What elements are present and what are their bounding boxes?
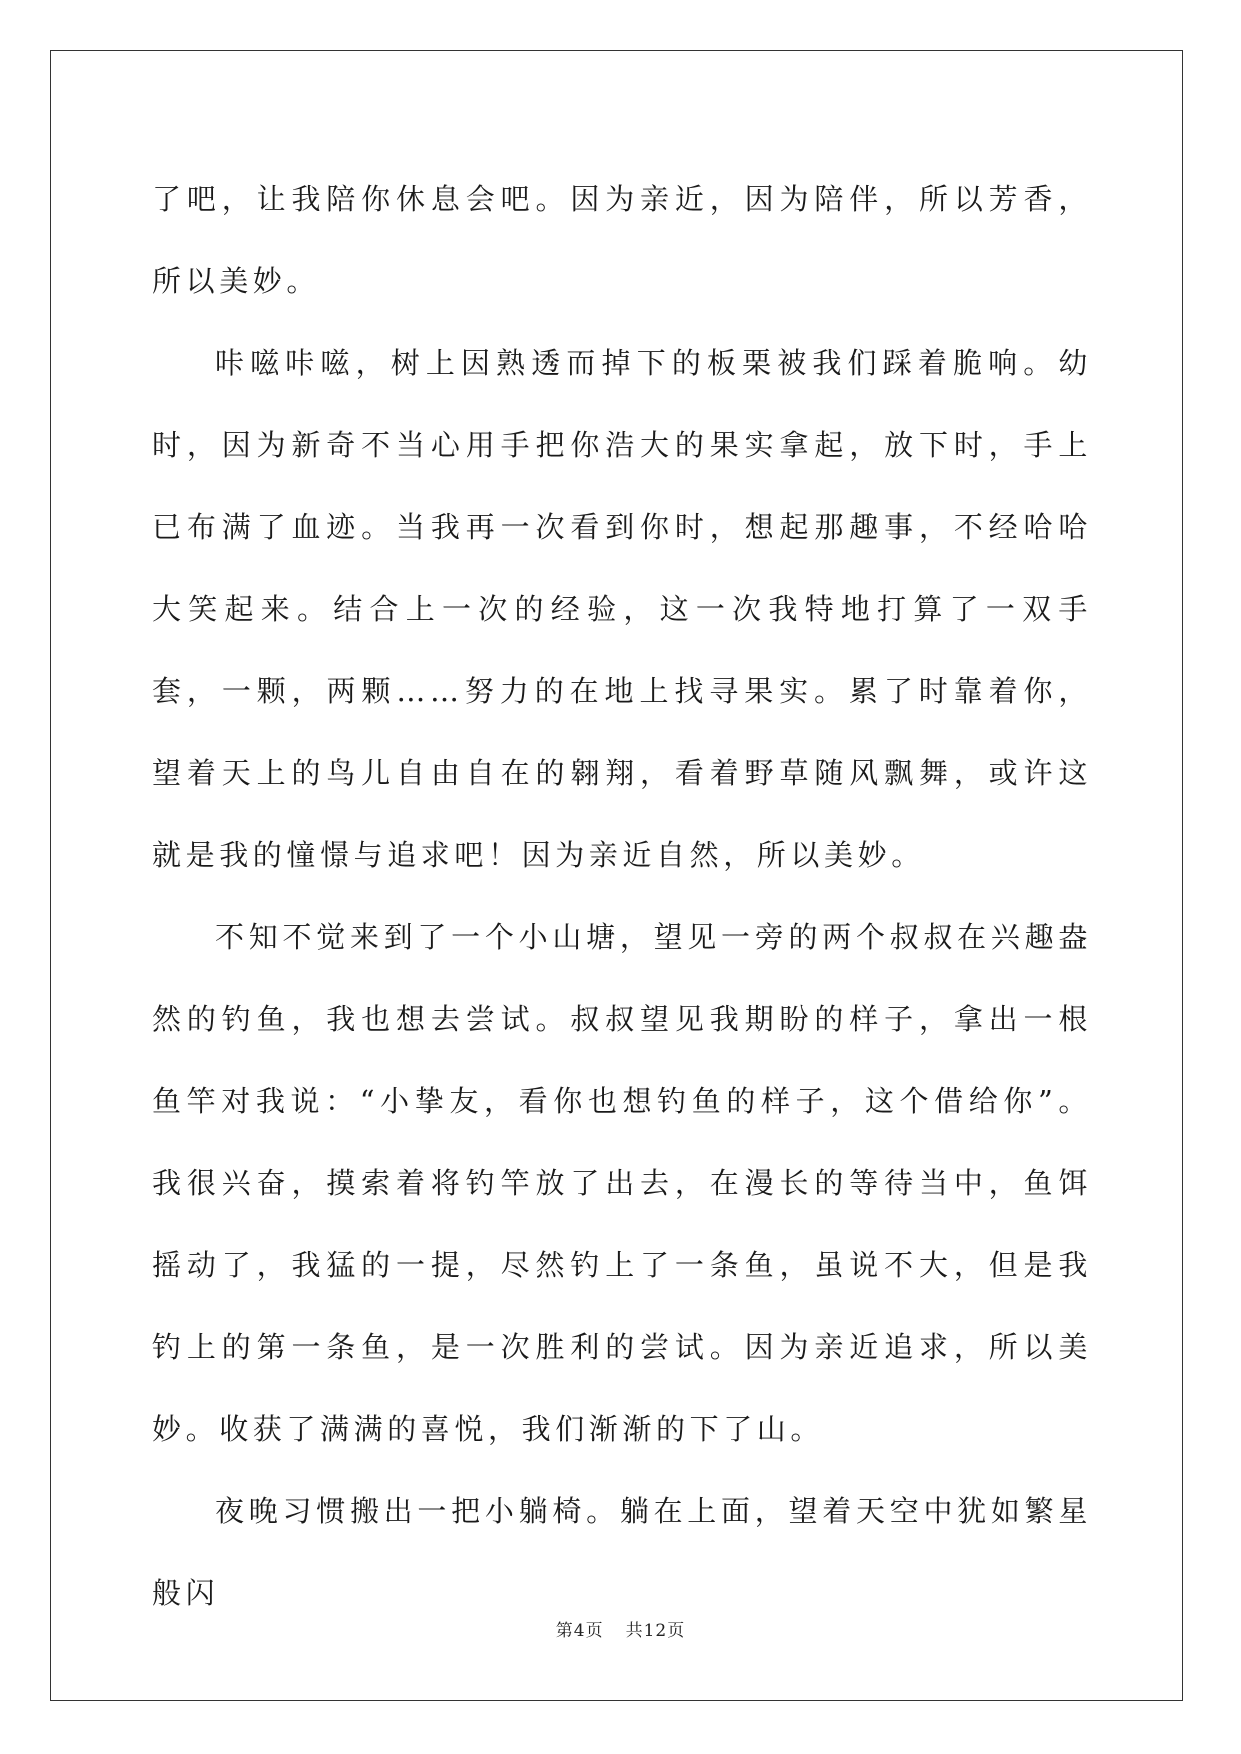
document-body (152, 158, 1092, 1634)
paragraph: 了吧，让我陪你休息会吧。因为亲近，因为陪伴，所以芳香，所以美妙。 (152, 182, 1092, 298)
paragraph: 咔嗞咔嗞，树上因熟透而掉下的板栗被我们踩着脆响。幼时，因为新奇不当心用手把你浩大的果实拿起，放下时，手上已布满了血迹。当我再一次看到你时，想起那趣事，不经哈哈大笑起来。结合上一次的经验，这一次我特地打算了一双手套，一颗，两颗……努力的在地上找寻果实。累了时靠着你，望着天上的鸟儿自由自在的翱翔，看着野草随风飘舞，或许这就是我的憧憬与追求吧！因为亲近自然，所以美妙。 (152, 346, 1092, 872)
page-footer (0, 1616, 1241, 1641)
total-page-count: 共12页 (625, 1621, 686, 1641)
paragraph: 不知不觉来到了一个小山塘，望见一旁的两个叔叔在兴趣盎然的钓鱼，我也想去尝试。叔叔望见我期盼的样子，拿出一根鱼竿对我说：“小挚友，看你也想钓鱼的样子，这个借给你”。我很兴奋，摸索着将钓竿放了出去，在漫长的等待当中，鱼饵摇动了，我猛的一提，尽然钓上了一条鱼，虽说不大，但是我钓上的第一条鱼，是一次胜利的尝试。因为亲近追求，所以美妙。收获了满满的喜悦，我们渐渐的下了山。 (152, 920, 1092, 1446)
current-page-number: 第4页 (555, 1621, 604, 1641)
paragraph: 夜晚习惯搬出一把小躺椅。躺在上面，望着天空中犹如繁星般闪 (152, 1494, 1092, 1610)
